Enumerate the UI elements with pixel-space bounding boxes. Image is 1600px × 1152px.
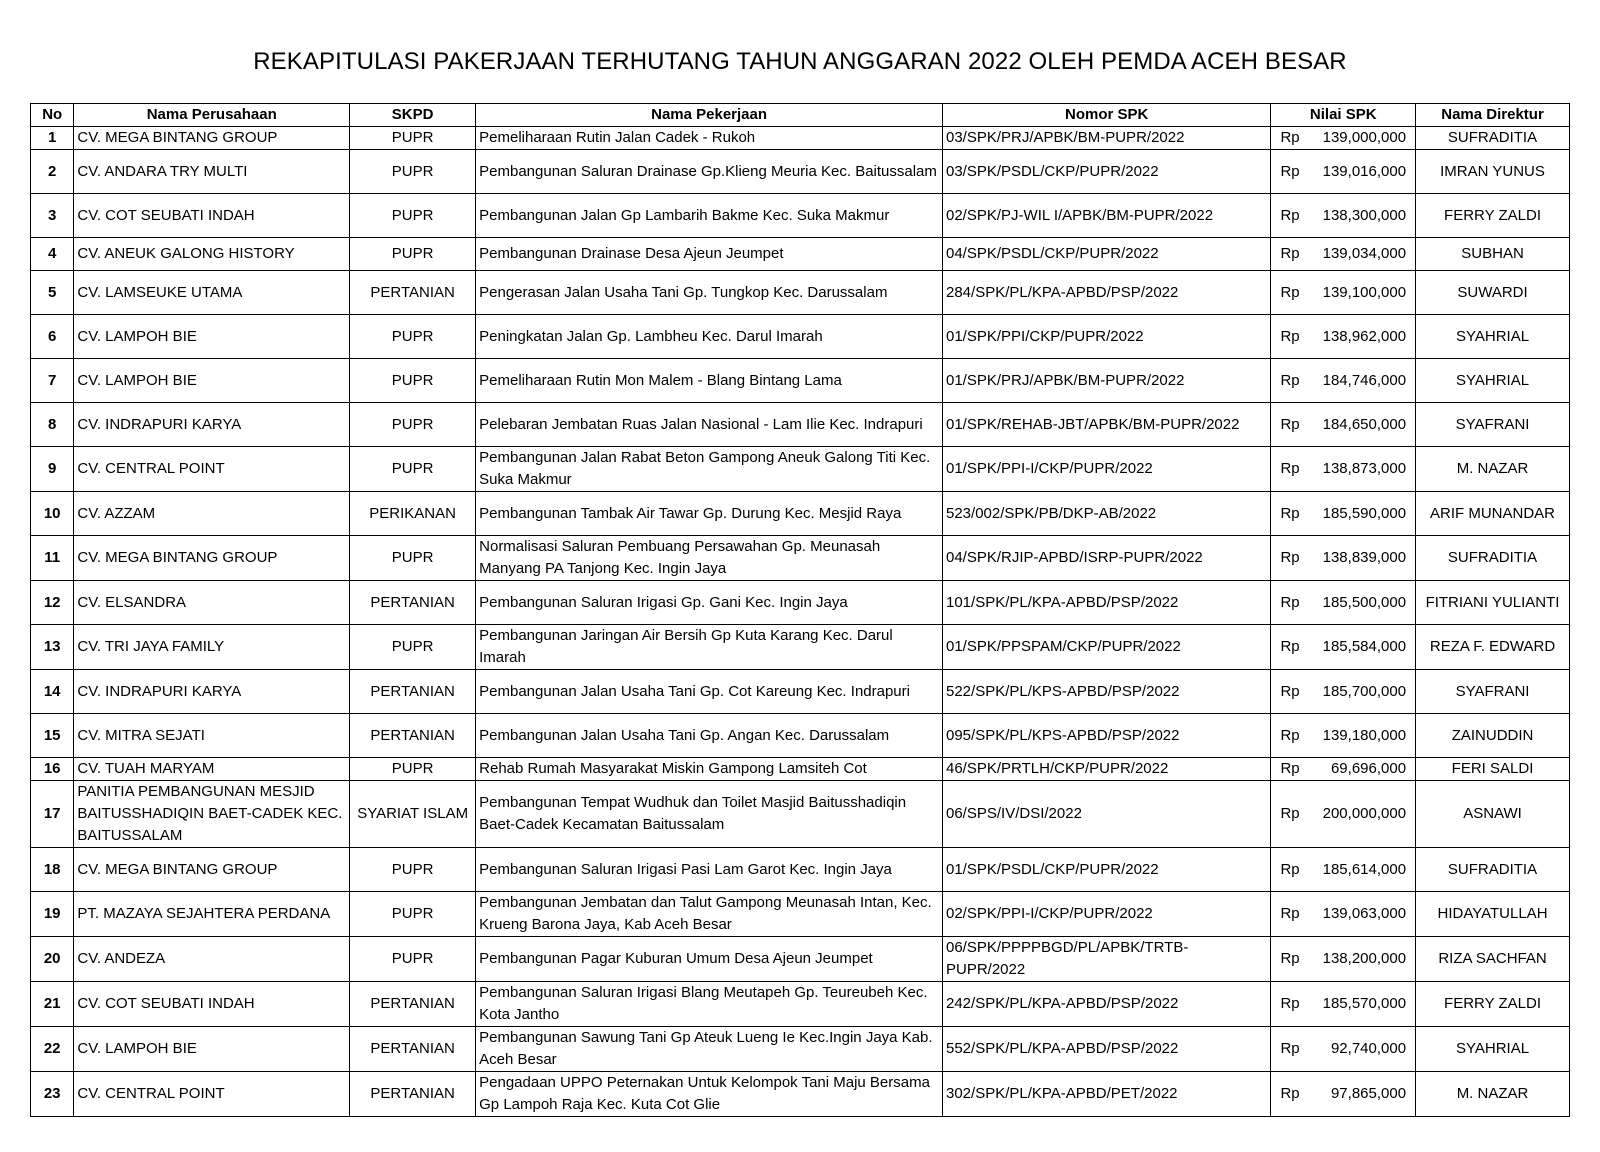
company-name-cell: CV. ELSANDRA: [74, 581, 350, 625]
currency-label: Rp: [1280, 245, 1300, 262]
company-name-cell: CV. LAMPOH BIE: [74, 1027, 350, 1072]
skpd-cell: PERTANIAN: [350, 1072, 476, 1117]
spk-value-cell: [1271, 359, 1416, 403]
currency-label: Rp: [1280, 860, 1300, 878]
document-title: REKAPITULASI PAKERJAAN TERHUTANG TAHUN ANGGARAN 2022 OLEH PEMDA ACEH BESAR: [253, 48, 1347, 75]
spk-value: 185,584,000: [1322, 638, 1407, 655]
spk-value: 138,962,000: [1322, 327, 1407, 345]
spk-value-cell: [1271, 714, 1416, 758]
director-name-cell: ZAINUDDIN: [1416, 714, 1570, 758]
spk-value-cell: [1271, 492, 1416, 536]
skpd-cell: PUPR: [350, 127, 476, 150]
currency-label: Rp: [1280, 460, 1300, 477]
spk-value-cell: [1271, 625, 1416, 670]
director-name-cell: RIZA SACHFAN: [1416, 937, 1570, 982]
spk-number-cell: 01/SPK/PPSPAM/CKP/PUPR/2022: [943, 625, 1271, 670]
company-name-cell: CV. ANDARA TRY MULTI: [74, 150, 350, 194]
skpd-cell: PUPR: [350, 315, 476, 359]
job-name-cell: Pembangunan Saluran Irigasi Pasi Lam Garot Kec. Ingin Jaya: [476, 848, 943, 892]
company-name-cell: CV. LAMPOH BIE: [74, 315, 350, 359]
no-cell: 2: [31, 150, 74, 194]
company-name-cell: CV. LAMPOH BIE: [74, 359, 350, 403]
skpd-cell: PUPR: [350, 238, 476, 271]
company-name-cell: CV. LAMSEUKE UTAMA: [74, 271, 350, 315]
company-name-cell: CV. TUAH MARYAM: [74, 758, 350, 781]
spk-value-cell: [1271, 937, 1416, 982]
no-cell: 14: [31, 670, 74, 714]
spk-value-cell: [1271, 1027, 1416, 1072]
spk-value-cell: [1271, 403, 1416, 447]
skpd-cell: SYARIAT ISLAM: [350, 781, 476, 848]
col-header-nama-perusahaan: Nama Perusahaan: [74, 104, 350, 127]
director-name-cell: M. NAZAR: [1416, 1072, 1570, 1117]
table-row: [31, 670, 1570, 714]
spk-value-cell: [1271, 848, 1416, 892]
no-cell: 1: [31, 127, 74, 150]
job-name-cell: Pembangunan Sawung Tani Gp Ateuk Lueng Ie Kec.Ingin Jaya Kab. Aceh Besar: [476, 1027, 943, 1072]
table-row: [31, 1072, 1570, 1117]
spk-number-cell: 01/SPK/PRJ/APBK/BM-PUPR/2022: [943, 359, 1271, 403]
table-row: [31, 937, 1570, 982]
table-row: [31, 1027, 1570, 1072]
company-name-cell: CV. MEGA BINTANG GROUP: [74, 536, 350, 581]
col-header-skpd: SKPD: [350, 104, 476, 127]
no-cell: 19: [31, 892, 74, 937]
spk-value: 92,740,000: [1330, 1040, 1407, 1057]
job-name-cell: Rehab Rumah Masyarakat Miskin Gampong Lamsiteh Cot: [476, 758, 943, 781]
director-name-cell: SYAHRIAL: [1416, 1027, 1570, 1072]
currency-label: Rp: [1280, 805, 1300, 822]
currency-label: Rp: [1280, 371, 1300, 389]
spk-value: 185,570,000: [1322, 995, 1407, 1012]
company-name-cell: CV. MITRA SEJATI: [74, 714, 350, 758]
director-name-cell: SUFRADITIA: [1416, 848, 1570, 892]
currency-label: Rp: [1280, 327, 1300, 345]
company-name-cell: CV. COT SEUBATI INDAH: [74, 194, 350, 238]
company-name-cell: CV. MEGA BINTANG GROUP: [74, 848, 350, 892]
job-name-cell: Pembangunan Pagar Kuburan Umum Desa Ajeun Jeumpet: [476, 937, 943, 982]
skpd-cell: PUPR: [350, 194, 476, 238]
no-cell: 4: [31, 238, 74, 271]
spk-number-cell: 095/SPK/PL/KPS-APBD/PSP/2022: [943, 714, 1271, 758]
col-header-nama-pekerjaan: Nama Pekerjaan: [476, 104, 943, 127]
spk-value-cell: [1271, 150, 1416, 194]
spk-value-cell: [1271, 536, 1416, 581]
director-name-cell: SYAFRANI: [1416, 403, 1570, 447]
no-cell: 13: [31, 625, 74, 670]
table-row: [31, 150, 1570, 194]
table-row: [31, 848, 1570, 892]
director-name-cell: FITRIANI YULIANTI: [1416, 581, 1570, 625]
company-name-cell: PANITIA PEMBANGUNAN MESJID BAITUSSHADIQIN BAET-CADEK KEC. BAITUSSALAM: [74, 781, 350, 848]
job-name-cell: Pembangunan Tambak Air Tawar Gp. Durung Kec. Mesjid Raya: [476, 492, 943, 536]
currency-label: Rp: [1280, 206, 1300, 224]
no-cell: 3: [31, 194, 74, 238]
spk-value: 185,500,000: [1322, 593, 1407, 611]
currency-label: Rp: [1280, 504, 1300, 522]
table-row: [31, 127, 1570, 150]
no-cell: 22: [31, 1027, 74, 1072]
skpd-cell: PERTANIAN: [350, 1027, 476, 1072]
currency-label: Rp: [1280, 760, 1300, 777]
spk-value: 139,016,000: [1322, 162, 1407, 180]
company-name-cell: CV. AZZAM: [74, 492, 350, 536]
spk-value-cell: [1271, 127, 1416, 150]
spk-value-cell: [1271, 758, 1416, 781]
no-cell: 20: [31, 937, 74, 982]
director-name-cell: SYAHRIAL: [1416, 359, 1570, 403]
currency-label: Rp: [1280, 549, 1300, 566]
company-name-cell: CV. ANEUK GALONG HISTORY: [74, 238, 350, 271]
director-name-cell: M. NAZAR: [1416, 447, 1570, 492]
no-cell: 5: [31, 271, 74, 315]
spk-value: 185,700,000: [1322, 682, 1407, 700]
spk-value-cell: [1271, 315, 1416, 359]
company-name-cell: CV. INDRAPURI KARYA: [74, 403, 350, 447]
director-name-cell: SUBHAN: [1416, 238, 1570, 271]
spk-number-cell: 01/SPK/REHAB-JBT/APBK/BM-PUPR/2022: [943, 403, 1271, 447]
spk-value: 139,180,000: [1322, 726, 1407, 744]
table-row: [31, 271, 1570, 315]
spk-value-cell: [1271, 982, 1416, 1027]
col-header-nilai-spk: Nilai SPK: [1271, 104, 1416, 127]
spk-value: 138,873,000: [1322, 460, 1407, 477]
spk-number-cell: 02/SPK/PPI-I/CKP/PUPR/2022: [943, 892, 1271, 937]
currency-label: Rp: [1280, 682, 1300, 700]
no-cell: 21: [31, 982, 74, 1027]
company-name-cell: CV. ANDEZA: [74, 937, 350, 982]
spk-number-cell: 02/SPK/PJ-WIL I/APBK/BM-PUPR/2022: [943, 194, 1271, 238]
currency-label: Rp: [1280, 905, 1300, 922]
job-name-cell: Pengadaan UPPO Peternakan Untuk Kelompok Tani Maju Bersama Gp Lampoh Raja Kec. Kuta Cot Glie: [476, 1072, 943, 1117]
spk-number-cell: 06/SPS/IV/DSI/2022: [943, 781, 1271, 848]
table-row: [31, 982, 1570, 1027]
currency-label: Rp: [1280, 1040, 1300, 1057]
spk-number-cell: 284/SPK/PL/KPA-APBD/PSP/2022: [943, 271, 1271, 315]
table-row: [31, 536, 1570, 581]
spk-value-cell: [1271, 781, 1416, 848]
skpd-cell: PUPR: [350, 447, 476, 492]
no-cell: 6: [31, 315, 74, 359]
currency-label: Rp: [1280, 415, 1300, 433]
spk-number-cell: 01/SPK/PSDL/CKP/PUPR/2022: [943, 848, 1271, 892]
spk-number-cell: 523/002/SPK/PB/DKP-AB/2022: [943, 492, 1271, 536]
skpd-cell: PERTANIAN: [350, 714, 476, 758]
company-name-cell: CV. TRI JAYA FAMILY: [74, 625, 350, 670]
spk-number-cell: 04/SPK/PSDL/CKP/PUPR/2022: [943, 238, 1271, 271]
job-name-cell: Pembangunan Tempat Wudhuk dan Toilet Masjid Baitusshadiqin Baet-Cadek Kecamatan Baitussalam: [476, 781, 943, 848]
company-name-cell: CV. CENTRAL POINT: [74, 1072, 350, 1117]
skpd-cell: PUPR: [350, 625, 476, 670]
col-header-nomor-spk: Nomor SPK: [943, 104, 1271, 127]
no-cell: 10: [31, 492, 74, 536]
no-cell: 23: [31, 1072, 74, 1117]
spk-number-cell: 06/SPK/PPPPBGD/PL/APBK/TRTB-PUPR/2022: [943, 937, 1271, 982]
spk-value-cell: [1271, 1072, 1416, 1117]
rekap-table: [30, 103, 1570, 1117]
spk-number-cell: 101/SPK/PL/KPA-APBD/PSP/2022: [943, 581, 1271, 625]
job-name-cell: Pembangunan Jaringan Air Bersih Gp Kuta Karang Kec. Darul Imarah: [476, 625, 943, 670]
currency-label: Rp: [1280, 950, 1300, 967]
no-cell: 17: [31, 781, 74, 848]
company-name-cell: PT. MAZAYA SEJAHTERA PERDANA: [74, 892, 350, 937]
currency-label: Rp: [1280, 283, 1300, 301]
table-row: [31, 315, 1570, 359]
skpd-cell: PUPR: [350, 758, 476, 781]
table-row: [31, 892, 1570, 937]
spk-value: 139,034,000: [1322, 245, 1407, 262]
no-cell: 11: [31, 536, 74, 581]
director-name-cell: REZA F. EDWARD: [1416, 625, 1570, 670]
table-row: [31, 194, 1570, 238]
director-name-cell: SYAHRIAL: [1416, 315, 1570, 359]
director-name-cell: FERRY ZALDI: [1416, 194, 1570, 238]
job-name-cell: Pemeliharaan Rutin Mon Malem - Blang Bintang Lama: [476, 359, 943, 403]
company-name-cell: CV. COT SEUBATI INDAH: [74, 982, 350, 1027]
skpd-cell: PUPR: [350, 937, 476, 982]
skpd-cell: PERTANIAN: [350, 670, 476, 714]
table-row: [31, 359, 1570, 403]
currency-label: Rp: [1280, 726, 1300, 744]
job-name-cell: Peningkatan Jalan Gp. Lambheu Kec. Darul Imarah: [476, 315, 943, 359]
no-cell: 8: [31, 403, 74, 447]
skpd-cell: PUPR: [350, 150, 476, 194]
spk-number-cell: 01/SPK/PPI-I/CKP/PUPR/2022: [943, 447, 1271, 492]
spk-value-cell: [1271, 271, 1416, 315]
skpd-cell: PUPR: [350, 403, 476, 447]
director-name-cell: FERI SALDI: [1416, 758, 1570, 781]
spk-value-cell: [1271, 581, 1416, 625]
job-name-cell: Pembangunan Saluran Irigasi Blang Meutapeh Gp. Teureubeh Kec. Kota Jantho: [476, 982, 943, 1027]
currency-label: Rp: [1280, 593, 1300, 611]
job-name-cell: Pengerasan Jalan Usaha Tani Gp. Tungkop Kec. Darussalam: [476, 271, 943, 315]
col-header-no: No: [31, 104, 74, 127]
spk-value: 139,000,000: [1322, 129, 1407, 146]
header-row: [31, 104, 1570, 127]
table-row: [31, 403, 1570, 447]
director-name-cell: HIDAYATULLAH: [1416, 892, 1570, 937]
spk-number-cell: 522/SPK/PL/KPS-APBD/PSP/2022: [943, 670, 1271, 714]
director-name-cell: SUWARDI: [1416, 271, 1570, 315]
spk-value: 139,100,000: [1322, 283, 1407, 301]
no-cell: 18: [31, 848, 74, 892]
table-row: [31, 581, 1570, 625]
company-name-cell: CV. MEGA BINTANG GROUP: [74, 127, 350, 150]
spk-value: 200,000,000: [1322, 805, 1407, 822]
director-name-cell: ASNAWI: [1416, 781, 1570, 848]
director-name-cell: SYAFRANI: [1416, 670, 1570, 714]
currency-label: Rp: [1280, 995, 1300, 1012]
spk-value: 138,200,000: [1322, 950, 1407, 967]
job-name-cell: Pelebaran Jembatan Ruas Jalan Nasional - Lam Ilie Kec. Indrapuri: [476, 403, 943, 447]
skpd-cell: PERTANIAN: [350, 271, 476, 315]
spk-value: 138,300,000: [1322, 206, 1407, 224]
spk-number-cell: 03/SPK/PRJ/APBK/BM-PUPR/2022: [943, 127, 1271, 150]
skpd-cell: PERTANIAN: [350, 581, 476, 625]
no-cell: 12: [31, 581, 74, 625]
job-name-cell: Pembangunan Saluran Irigasi Gp. Gani Kec. Ingin Jaya: [476, 581, 943, 625]
skpd-cell: PUPR: [350, 536, 476, 581]
job-name-cell: Pembangunan Jalan Usaha Tani Gp. Cot Kareung Kec. Indrapuri: [476, 670, 943, 714]
table-row: [31, 447, 1570, 492]
spk-value-cell: [1271, 892, 1416, 937]
director-name-cell: SUFRADITIA: [1416, 127, 1570, 150]
skpd-cell: PERIKANAN: [350, 492, 476, 536]
no-cell: 7: [31, 359, 74, 403]
job-name-cell: Pembangunan Drainase Desa Ajeun Jeumpet: [476, 238, 943, 271]
skpd-cell: PUPR: [350, 848, 476, 892]
spk-value: 139,063,000: [1322, 905, 1407, 922]
currency-label: Rp: [1280, 162, 1300, 180]
spk-value-cell: [1271, 238, 1416, 271]
job-name-cell: Pembangunan Jalan Rabat Beton Gampong Aneuk Galong Titi Kec. Suka Makmur: [476, 447, 943, 492]
spk-number-cell: 46/SPK/PRTLH/CKP/PUPR/2022: [943, 758, 1271, 781]
director-name-cell: ARIF MUNANDAR: [1416, 492, 1570, 536]
skpd-cell: PUPR: [350, 359, 476, 403]
skpd-cell: PUPR: [350, 892, 476, 937]
table-row: [31, 758, 1570, 781]
col-header-nama-direktur: Nama Direktur: [1416, 104, 1570, 127]
spk-value-cell: [1271, 447, 1416, 492]
job-name-cell: Pembangunan Saluran Drainase Gp.Klieng Meuria Kec. Baitussalam: [476, 150, 943, 194]
spk-value: 184,650,000: [1322, 415, 1407, 433]
spk-number-cell: 04/SPK/RJIP-APBD/ISRP-PUPR/2022: [943, 536, 1271, 581]
spk-number-cell: 03/SPK/PSDL/CKP/PUPR/2022: [943, 150, 1271, 194]
spk-number-cell: 01/SPK/PPI/CKP/PUPR/2022: [943, 315, 1271, 359]
currency-label: Rp: [1280, 129, 1300, 146]
currency-label: Rp: [1280, 638, 1300, 655]
company-name-cell: CV. CENTRAL POINT: [74, 447, 350, 492]
spk-value: 185,590,000: [1322, 504, 1407, 522]
director-name-cell: SUFRADITIA: [1416, 536, 1570, 581]
job-name-cell: Pemeliharaan Rutin Jalan Cadek - Rukoh: [476, 127, 943, 150]
table-row: [31, 781, 1570, 848]
no-cell: 16: [31, 758, 74, 781]
currency-label: Rp: [1280, 1085, 1300, 1102]
spk-value: 97,865,000: [1330, 1085, 1407, 1102]
spk-value: 69,696,000: [1330, 760, 1407, 777]
job-name-cell: Pembangunan Jalan Usaha Tani Gp. Angan Kec. Darussalam: [476, 714, 943, 758]
director-name-cell: FERRY ZALDI: [1416, 982, 1570, 1027]
spk-value: 138,839,000: [1322, 549, 1407, 566]
skpd-cell: PERTANIAN: [350, 982, 476, 1027]
spk-value: 184,746,000: [1322, 371, 1407, 389]
director-name-cell: IMRAN YUNUS: [1416, 150, 1570, 194]
no-cell: 9: [31, 447, 74, 492]
job-name-cell: Normalisasi Saluran Pembuang Persawahan Gp. Meunasah Manyang PA Tanjong Kec. Ingin Jaya: [476, 536, 943, 581]
spk-number-cell: 552/SPK/PL/KPA-APBD/PSP/2022: [943, 1027, 1271, 1072]
spk-value: 185,614,000: [1322, 860, 1407, 878]
spk-number-cell: 302/SPK/PL/KPA-APBD/PET/2022: [943, 1072, 1271, 1117]
no-cell: 15: [31, 714, 74, 758]
table-row: [31, 238, 1570, 271]
company-name-cell: CV. INDRAPURI KARYA: [74, 670, 350, 714]
job-name-cell: Pembangunan Jembatan dan Talut Gampong Meunasah Intan, Kec. Krueng Barona Jaya, Kab Aceh Besar: [476, 892, 943, 937]
table-row: [31, 625, 1570, 670]
job-name-cell: Pembangunan Jalan Gp Lambarih Bakme Kec. Suka Makmur: [476, 194, 943, 238]
table-row: [31, 714, 1570, 758]
spk-number-cell: 242/SPK/PL/KPA-APBD/PSP/2022: [943, 982, 1271, 1027]
table-row: [31, 492, 1570, 536]
spk-value-cell: [1271, 670, 1416, 714]
spk-value-cell: [1271, 194, 1416, 238]
